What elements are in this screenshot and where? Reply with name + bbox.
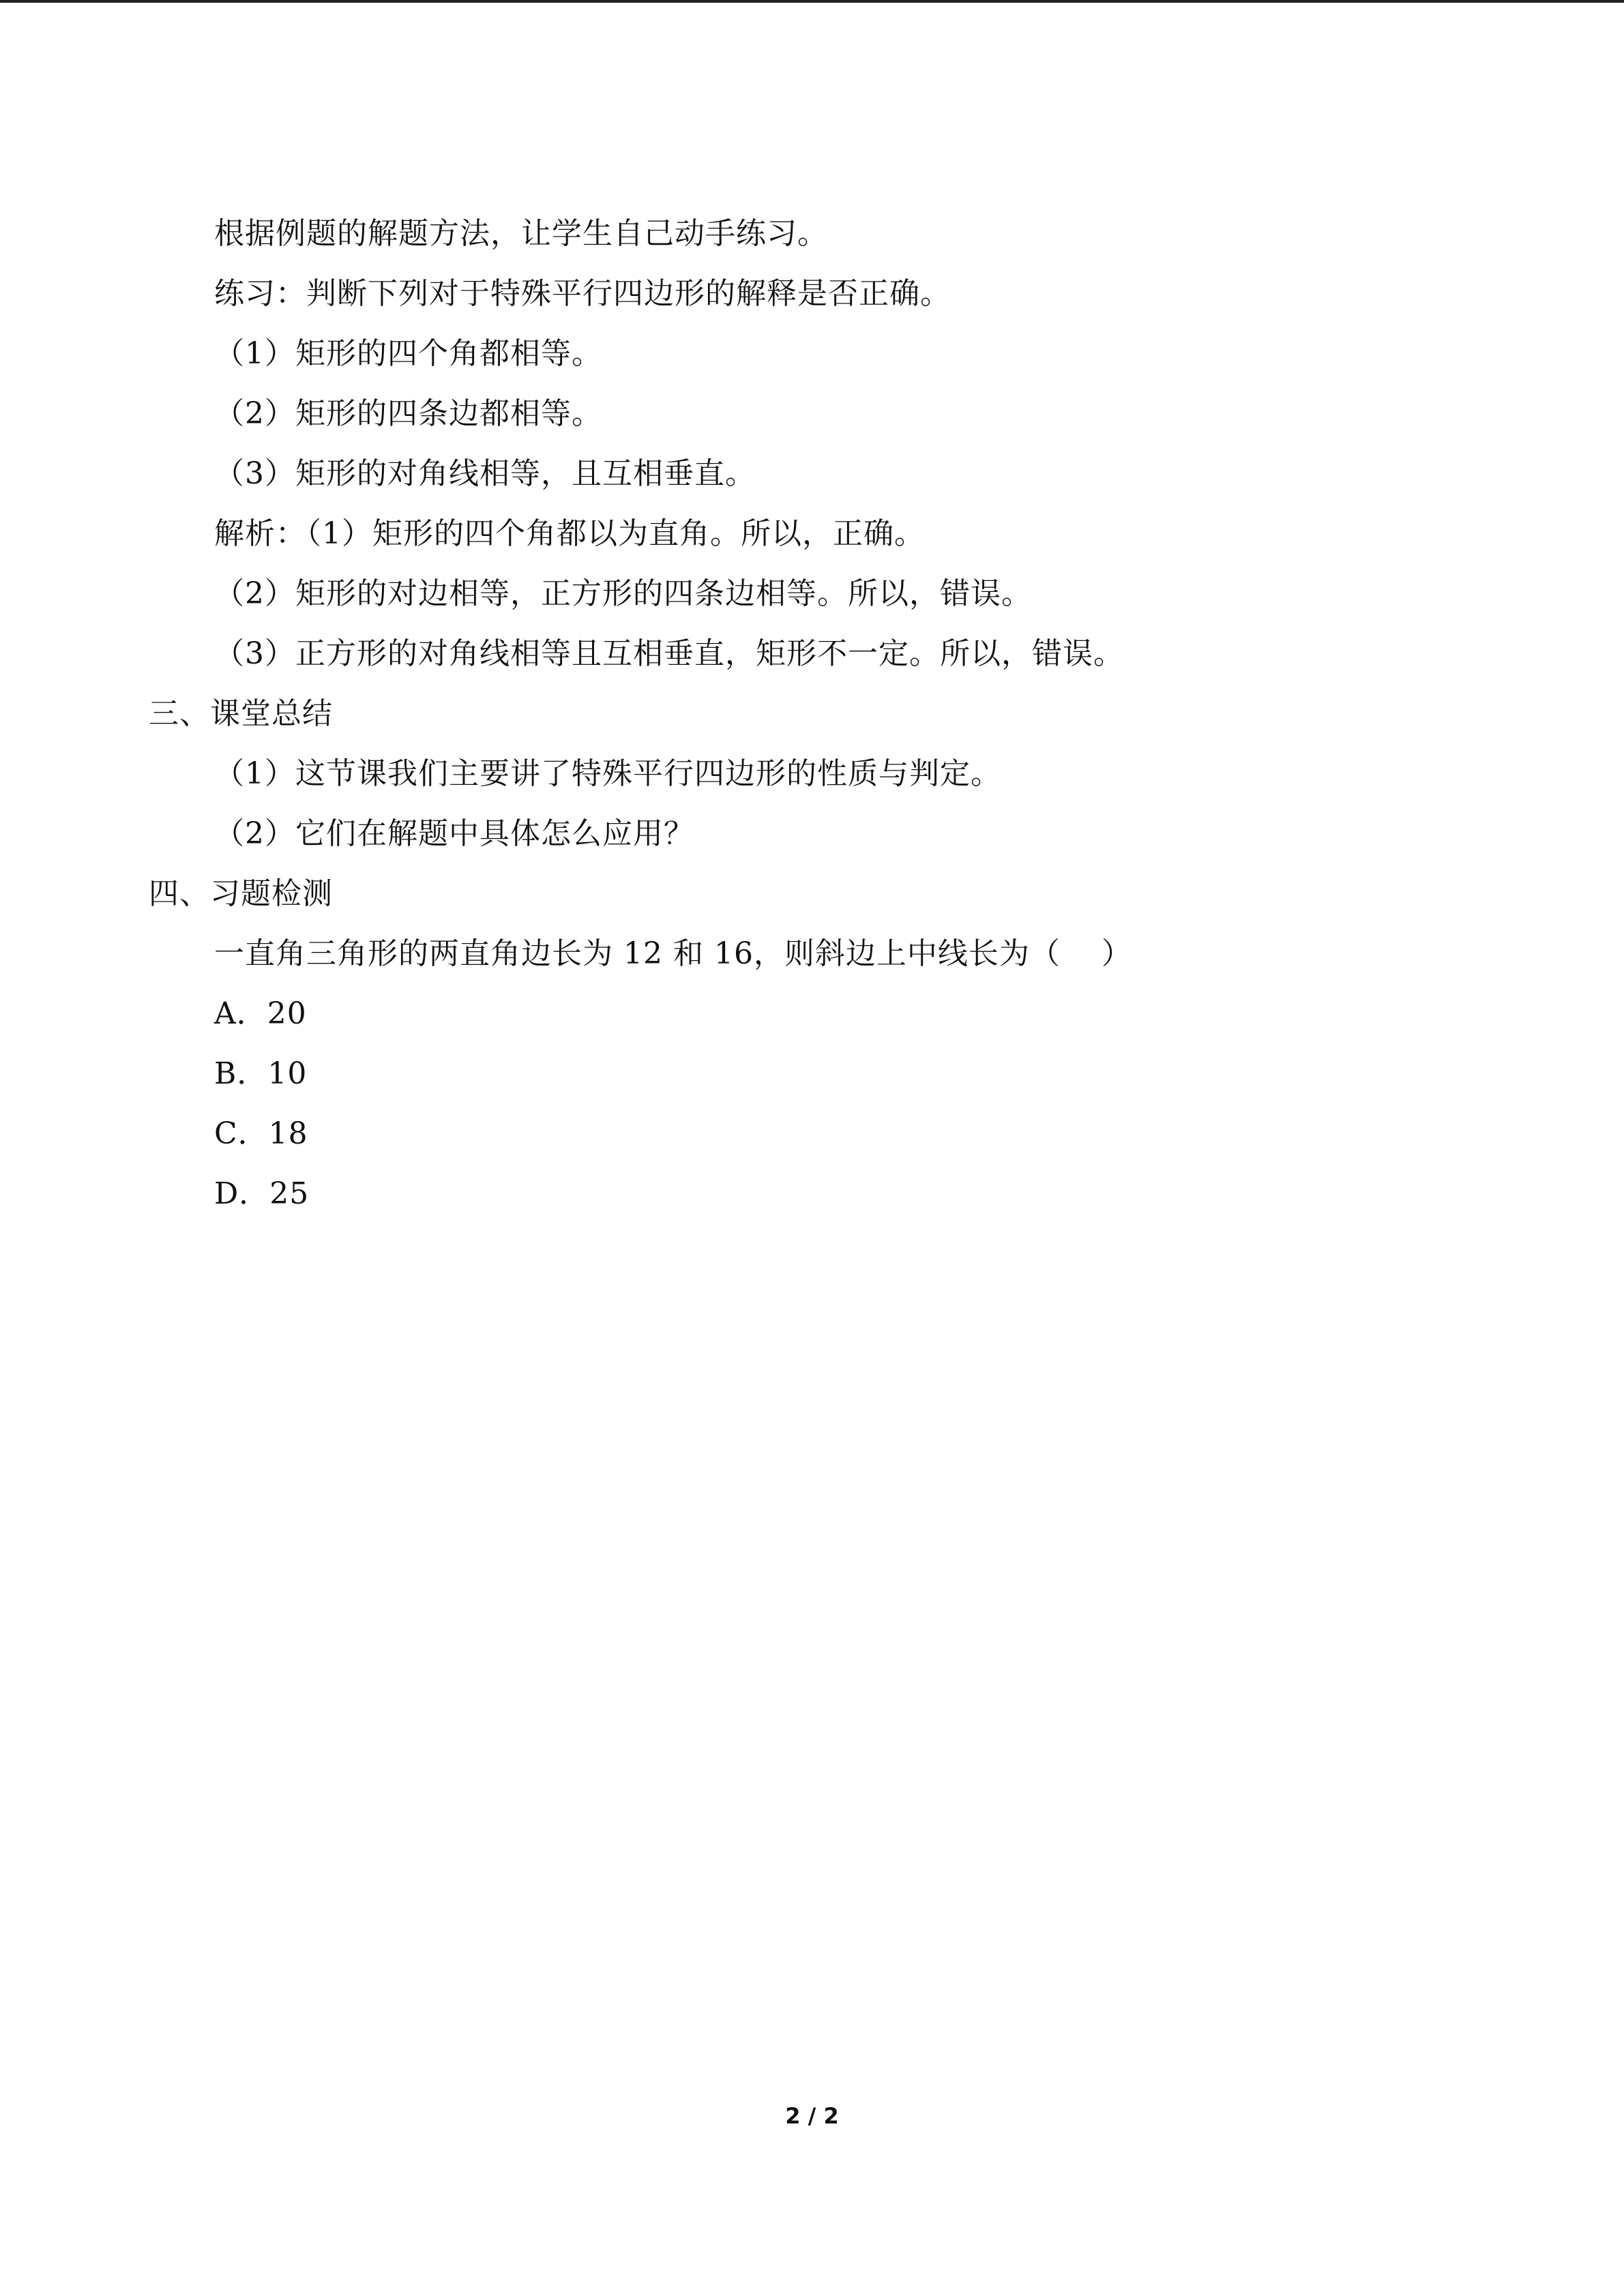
analysis-line-1: 解析：（1）矩形的四个角都以为直角。所以，正确。 xyxy=(214,516,925,551)
intro-paragraph: 根据例题的解题方法，让学生自己动手练习。 xyxy=(214,216,828,251)
analysis-line-3: （3）正方形的对角线相等且互相垂直，矩形不一定。所以，错误。 xyxy=(214,636,1124,671)
section-heading-summary: 三、课堂总结 xyxy=(149,696,333,731)
summary-item-1: （1）这节课我们主要讲了特殊平行四边形的性质与判定。 xyxy=(214,756,1001,791)
option-b: B．10 xyxy=(214,1056,308,1091)
option-a: A．20 xyxy=(214,996,307,1031)
exercise-item-2: （2）矩形的四条边都相等。 xyxy=(214,396,602,431)
option-d: D．25 xyxy=(214,1176,310,1211)
exercise-item-1: （1）矩形的四个角都相等。 xyxy=(214,336,602,371)
page-number: 2 / 2 xyxy=(785,2103,839,2129)
exercise-prompt: 练习：判断下列对于特殊平行四边形的解释是否正确。 xyxy=(214,276,951,311)
section-heading-exercises: 四、习题检测 xyxy=(149,876,333,911)
summary-item-2: （2）它们在解题中具体怎么应用？ xyxy=(214,816,694,851)
exercise-item-3: （3）矩形的对角线相等，且互相垂直。 xyxy=(214,456,756,491)
option-c: C．18 xyxy=(214,1116,308,1151)
question-text: 一直角三角形的两直角边长为 12 和 16，则斜边上中线长为（ ） xyxy=(214,936,1132,971)
analysis-line-2: （2）矩形的对边相等，正方形的四条边相等。所以，错误。 xyxy=(214,576,1032,611)
